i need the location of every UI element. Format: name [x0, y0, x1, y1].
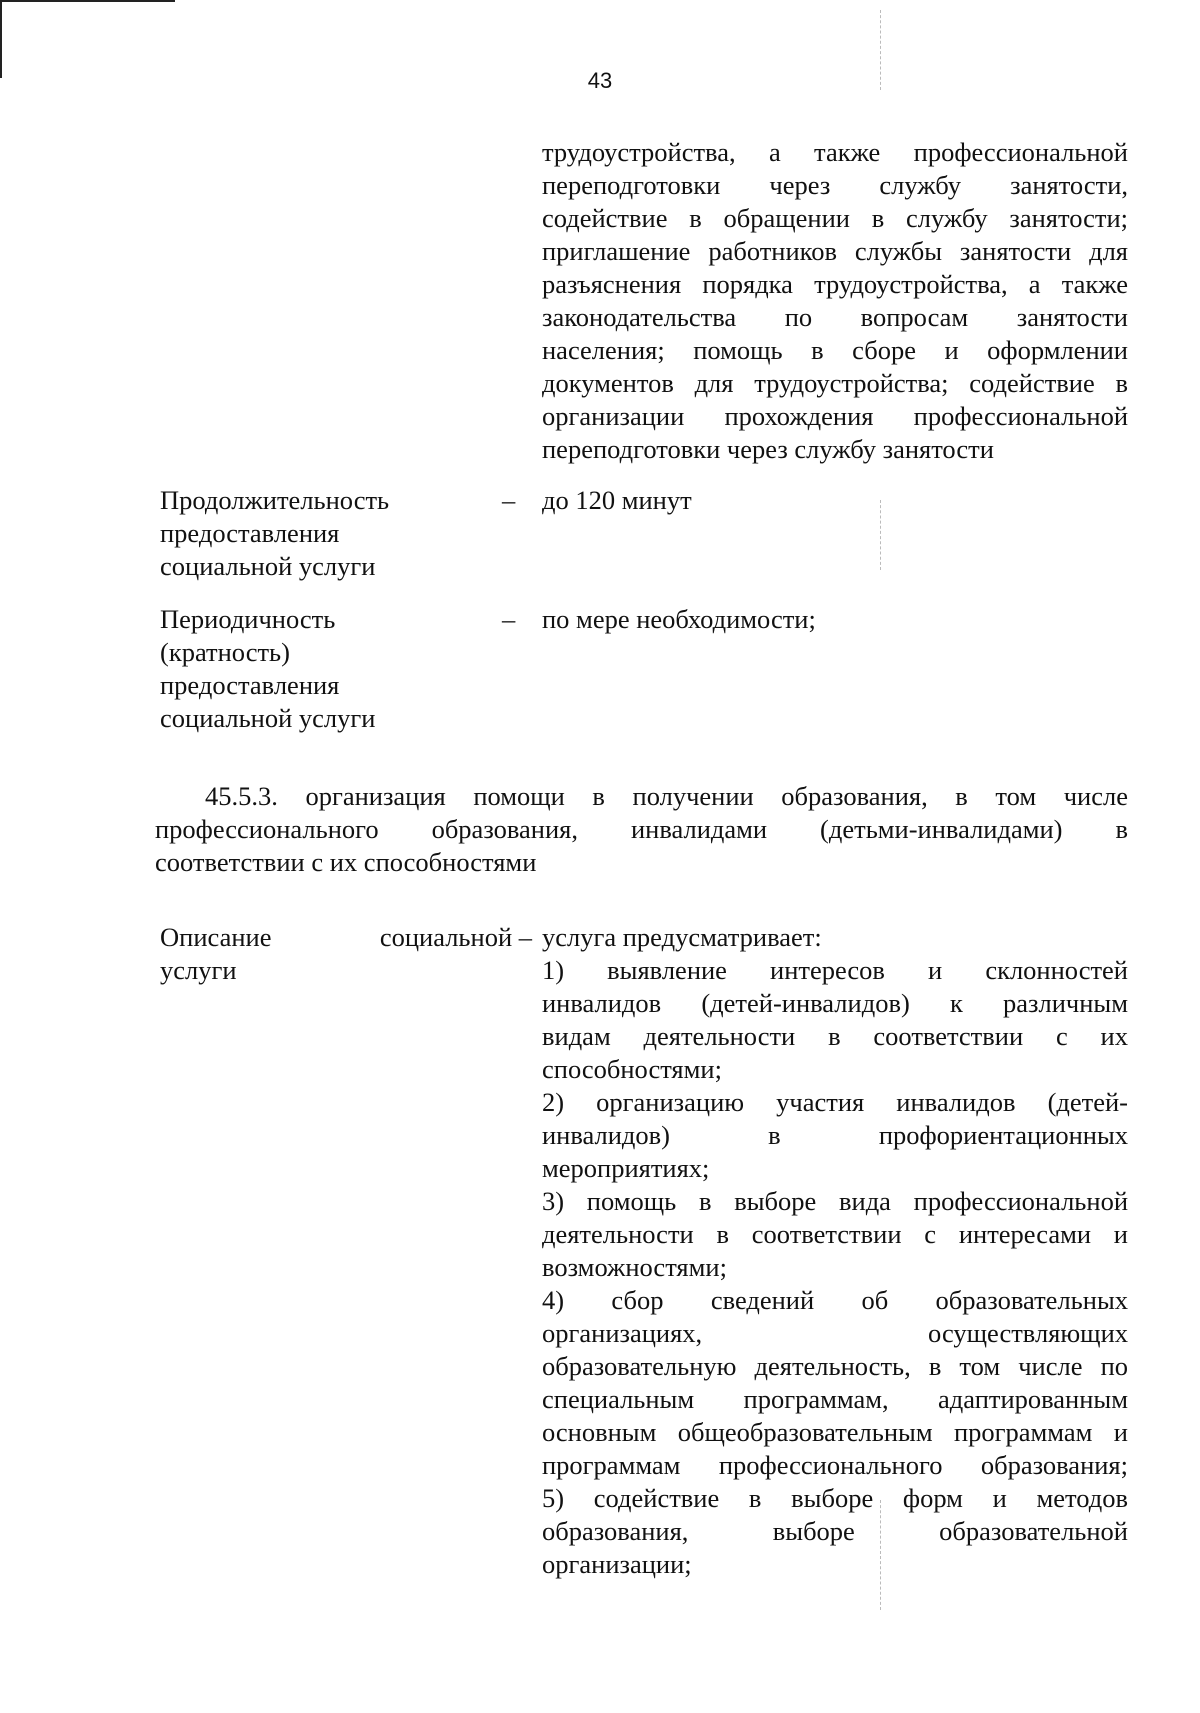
separator-dash: –	[502, 604, 516, 634]
text-line: инвалидов) в профориентационных	[542, 1120, 1128, 1150]
label-line: (кратность)	[160, 637, 290, 667]
text-line: переподготовки через службу занятости,	[542, 170, 1128, 200]
text-line: законодательства по вопросам занятости	[542, 302, 1128, 332]
heading-line: 45.5.3. организация помощи в получении образования, в том числе	[205, 781, 1128, 811]
text-line: содействие в обращении в службу занятости;	[542, 203, 1128, 233]
text-line: переподготовки через службу занятости	[542, 434, 994, 464]
text-line: услуга предусматривает:	[542, 922, 822, 952]
duration-label	[160, 484, 490, 583]
section-heading	[155, 780, 1128, 879]
label-line	[160, 921, 532, 954]
description-text	[542, 921, 1128, 1581]
text-line: организации прохождения профессиональной	[542, 401, 1128, 431]
text-line: трудоустройства, а также профессиональной	[542, 137, 1128, 167]
page-number: 43	[587, 68, 613, 93]
periodicity-value: по мере необходимости;	[542, 604, 816, 634]
text-line: 5) содействие в выборе форм и методов	[542, 1483, 1128, 1513]
description-label	[160, 921, 532, 987]
text-line: способностями;	[542, 1054, 722, 1084]
text-line: населения; помощь в сборе и оформлении	[542, 335, 1128, 365]
label-line: Периодичность	[160, 604, 336, 634]
text-line: возможностями;	[542, 1252, 727, 1282]
heading-line: соответствии с их способностями	[155, 847, 537, 877]
text-line: образовательную деятельность, в том числе по	[542, 1351, 1128, 1381]
label-line: социальной услуги	[160, 703, 376, 733]
text-line: образования, выборе образовательной	[542, 1516, 1128, 1546]
text-line: видам деятельности в соответствии с их	[542, 1021, 1128, 1051]
continuation-text	[542, 136, 1128, 466]
text-line: приглашение работников службы занятости для	[542, 236, 1128, 266]
label-line: социальной услуги	[160, 551, 376, 581]
text-line: организациях, осуществляющих	[542, 1318, 1128, 1348]
periodicity-label	[160, 603, 490, 735]
text-line: 1) выявление интересов и склонностей	[542, 955, 1128, 985]
text-line: 4) сбор сведений об образовательных	[542, 1285, 1128, 1315]
text-line: документов для трудоустройства; содействие в	[542, 368, 1128, 398]
text-line: 3) помощь в выборе вида профессиональной	[542, 1186, 1128, 1216]
label-line: предоставления	[160, 518, 340, 548]
separator-dash: –	[502, 485, 516, 515]
heading-line: профессионального образования, инвалидами (детьми-инвалидами) в	[155, 814, 1128, 844]
scan-edge-mark-top	[0, 0, 175, 2]
text-line: основным общеобразовательным программам и	[542, 1417, 1128, 1447]
label-line: предоставления	[160, 670, 340, 700]
label-line: услуги	[160, 955, 237, 985]
text-line: специальным программам, адаптированным	[542, 1384, 1128, 1414]
text-line: деятельности в соответствии с интересами и	[542, 1219, 1128, 1249]
text-line: разъяснения порядка трудоустройства, а также	[542, 269, 1128, 299]
text-line: программам профессионального образования;	[542, 1450, 1128, 1480]
label-word: Описание	[160, 922, 272, 952]
text-line: 2) организацию участия инвалидов (детей-	[542, 1087, 1128, 1117]
scan-edge-mark-left	[0, 0, 2, 78]
label-line: Продолжительность	[160, 485, 390, 515]
label-word: социальной –	[379, 922, 532, 952]
text-line: инвалидов (детей-инвалидов) к различным	[542, 988, 1128, 1018]
text-line: организации;	[542, 1549, 692, 1579]
text-line: мероприятиях;	[542, 1153, 710, 1183]
duration-value: до 120 минут	[542, 485, 692, 515]
